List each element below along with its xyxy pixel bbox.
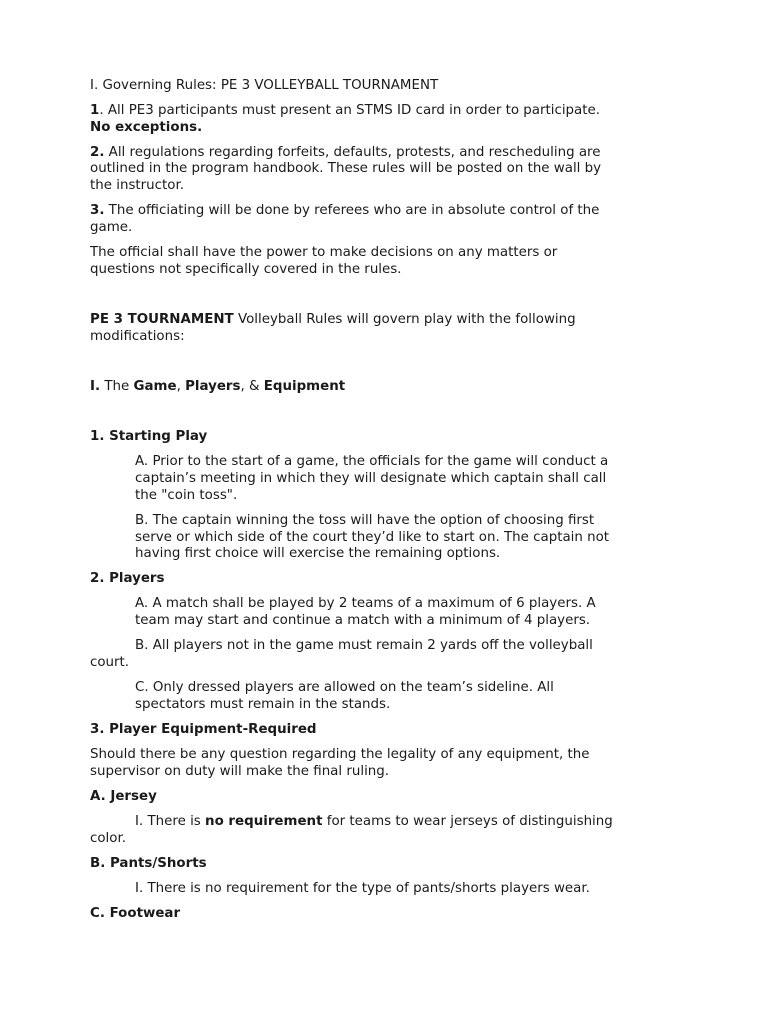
players-a-line-1: A. A match shall be played by 2 teams of a maximum of 6 players. A [135,596,596,611]
jersey-line-1: I. There is no requirement for teams to wear jerseys of distinguishing [135,814,613,829]
rule-1-emphasis: No exceptions. [90,120,203,135]
players-b-line-1: B. All players not in the game must remain 2 yards off the volleyball [135,638,593,653]
rule-3-line-2: game. [90,220,133,235]
heading-pants-shorts: B. Pants/Shorts [90,856,207,871]
heading-footwear: C. Footwear [90,906,181,921]
rule-2-line-2: outlined in the program handbook. These rules will be posted on the wall by [90,161,602,176]
starting-play-b-line-1: B. The captain winning the toss will have the option of choosing first [135,513,595,528]
players-c-line-1: C. Only dressed players are allowed on the team’s sideline. All [135,680,554,695]
modifications-line-1: PE 3 TOURNAMENT Volleyball Rules will govern play with the following [90,312,576,327]
official-line-1: The official shall have the power to make decisions on any matters or [90,245,558,260]
starting-play-b-line-2: serve or which side of the court they’d like to start on. The captain not [135,530,610,545]
heading-player-equipment: 3. Player Equipment-Required [90,722,317,737]
players-c-line-2: spectators must remain in the stands. [135,697,391,712]
heading-jersey: A. Jersey [90,789,157,804]
modifications-line-2: modifications: [90,329,185,344]
rule-2-line-3: the instructor. [90,178,184,193]
heading-players: 2. Players [90,571,165,586]
equipment-line-2: supervisor on duty will make the final ruling. [90,764,390,779]
starting-play-a-line-2: captain’s meeting in which they will designate which captain shall call [135,471,607,486]
rule-2-line-1: 2. All regulations regarding forfeits, defaults, protests, and rescheduling are [90,145,601,160]
rule-3-line-1: 3. The officiating will be done by referees who are in absolute control of the [90,203,600,218]
jersey-line-2: color. [90,831,126,846]
section-heading: I. The Game, Players, & Equipment [90,379,346,394]
starting-play-a-line-1: A. Prior to the start of a game, the officials for the game will conduct a [135,454,609,469]
heading-starting-play: 1. Starting Play [90,429,208,444]
starting-play-a-line-3: the "coin toss". [135,488,238,503]
document-title: I. Governing Rules: PE 3 VOLLEYBALL TOURNAMENT [90,78,439,93]
players-a-line-2: team may start and continue a match with a minimum of 4 players. [135,613,591,628]
rule-1-line-1: 1. All PE3 participants must present an STMS ID card in order to participate. [90,103,601,118]
pants-shorts-line-1: I. There is no requirement for the type of pants/shorts players wear. [135,881,590,896]
official-line-2: questions not specifically covered in the rules. [90,262,402,277]
starting-play-b-line-3: having first choice will exercise the remaining options. [135,546,501,561]
players-b-line-2: court. [90,655,130,670]
equipment-line-1: Should there be any question regarding the legality of any equipment, the [90,747,590,762]
